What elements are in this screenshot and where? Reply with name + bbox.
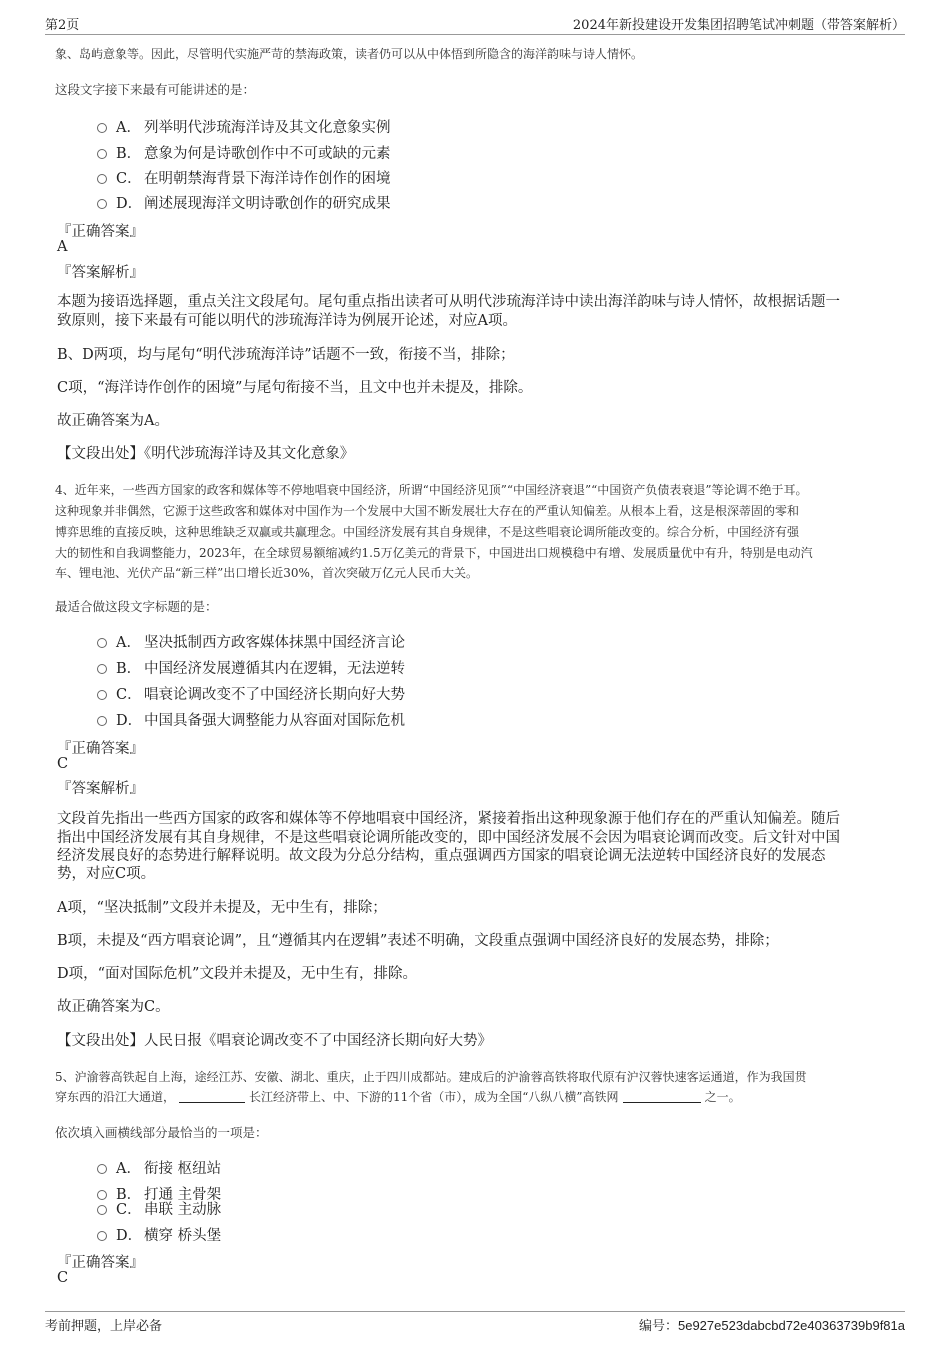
- q3-analysis-line: C项，“海洋诗作创作的困境”与尾句衔接不当，且文中也并未提及，排除。: [57, 380, 533, 396]
- q4-option-d[interactable]: D． 中国具备强大调整能力从容面对国际危机: [97, 709, 405, 730]
- q3-analysis-line: B、D两项，均与尾句“明代涉琉海洋诗”话题不一致，衔接不当，排除；: [57, 347, 515, 363]
- page-number: 第2页: [45, 18, 80, 33]
- q4-passage-line: 博弈思维的直接反映，这种思维缺乏双赢或共赢理念。中国经济发展有其自身规律，不是这些唱衰论调所能改变的。综合分析，中国经济有强: [55, 525, 800, 539]
- radio-icon[interactable]: [97, 664, 107, 674]
- q5-option-d[interactable]: D． 横穿 桥头堡: [97, 1224, 221, 1245]
- document-title: 2024年新投建设开发集团招聘笔试冲刺题（带答案解析）: [572, 18, 905, 33]
- q3-option-b[interactable]: B． 意象为何是诗歌创作中不可或缺的元素: [97, 142, 391, 163]
- radio-icon[interactable]: [97, 638, 107, 648]
- document-code: 编号：5e927e523dabcbd72e40363739b9f81a: [638, 1318, 905, 1334]
- q5-option-a[interactable]: A． 衔接 枢纽站: [97, 1157, 221, 1178]
- q4-option-a[interactable]: A． 坚决抵制西方政客媒体抹黑中国经济言论: [97, 631, 405, 652]
- q4-passage-line: 这种现象并非偶然，它源于这些政客和媒体对中国作为一个发展中大国不断发展壮大存在的严重认知偏差。从根本上看，这是根深蒂固的零和: [55, 504, 800, 518]
- q5-answer-label: 『正确答案』: [57, 1255, 144, 1271]
- radio-icon[interactable]: [97, 1205, 107, 1215]
- q3-passage-tail: 象、岛屿意象等。因此，尽管明代实施严苛的禁海政策，读者仍可以从中体悟到所隐含的海洋韵味与诗人情怀。: [55, 47, 644, 61]
- q4-passage-line: 4、近年来，一些西方国家的政客和媒体等不停地唱衰中国经济，所谓“中国经济见顶”“中国经济衰退”“中国资产负债表衰退”等论调不绝于耳。: [55, 483, 808, 497]
- radio-icon[interactable]: [97, 716, 107, 726]
- q4-analysis-line: A项，“坚决抵制”文段并未提及，无中生有，排除；: [57, 900, 387, 916]
- q4-analysis-line: D项，“面对国际危机”文段并未提及，无中生有，排除。: [57, 966, 417, 982]
- radio-icon[interactable]: [97, 690, 107, 700]
- q4-analysis-line: 文段首先指出一些西方国家的政客和媒体等不停地唱衰中国经济，紧接着指出这种现象源于他们存在的严重认知偏差。随后: [57, 811, 840, 827]
- q3-analysis-line: 本题为接语选择题，重点关注文段尾句。尾句重点指出读者可从明代涉琉海洋诗中读出海洋韵味与诗人情怀，故根据话题一: [57, 294, 840, 310]
- q4-analysis-label: 『答案解析』: [57, 781, 144, 797]
- q3-analysis-line: 故正确答案为A。: [57, 413, 169, 429]
- q4-answer: C: [57, 756, 69, 772]
- q4-option-c[interactable]: C． 唱衰论调改变不了中国经济长期向好大势: [97, 683, 405, 704]
- radio-icon[interactable]: [97, 174, 107, 184]
- q4-analysis-line: 势，对应C项。: [57, 866, 156, 882]
- fill-blank-1[interactable]: [179, 1090, 245, 1103]
- q3-option-c[interactable]: C． 在明朝禁海背景下海洋诗作创作的困境: [97, 167, 391, 188]
- q3-option-d[interactable]: D． 阐述展现海洋文明诗歌创作的研究成果: [97, 192, 391, 213]
- radio-icon[interactable]: [97, 149, 107, 159]
- q5-prompt: 依次填入画横线部分最恰当的一项是：: [55, 1125, 268, 1140]
- q4-analysis-line: B项，未提及“西方唱衰论调”，且“遵循其内在逻辑”表述不明确，文段重点强调中国经济良好的发展态势，排除；: [57, 933, 779, 949]
- q5-option-c[interactable]: C． 串联 主动脉: [97, 1198, 221, 1219]
- q4-passage-line: 车、锂电池、光伏产品“新三样”出口增长近30%，首次突破万亿元人民币大关。: [55, 566, 478, 580]
- radio-icon[interactable]: [97, 123, 107, 133]
- page-header: [45, 12, 905, 35]
- q4-analysis-line: 经济发展良好的态势进行解释说明。故文段为分总分结构，重点强调西方国家的唱衰论调无法逆转中国经济良好的发展态: [57, 848, 826, 864]
- q3-option-a[interactable]: A． 列举明代涉琉海洋诗及其文化意象实例: [97, 116, 391, 137]
- q4-analysis-line: 指出中国经济发展有其自身规律，不是这些唱衰论调所能改变的，即中国经济发展不会因为唱衰论调而改变。后文针对中国: [57, 830, 840, 846]
- q3-answer-label: 『正确答案』: [57, 224, 144, 240]
- radio-icon[interactable]: [97, 1164, 107, 1174]
- footer-slogan: 考前押题，上岸必备: [45, 1319, 163, 1334]
- fill-blank-2[interactable]: [623, 1090, 701, 1103]
- q4-analysis-line: 故正确答案为C。: [57, 999, 170, 1015]
- q3-prompt: 这段文字接下来最有可能讲述的是：: [55, 82, 256, 97]
- q3-answer: A: [57, 239, 68, 255]
- q5-passage-line: 穿东西的沿江大通道， 长江经济带上、中、下游的11个省（市），成为全国“八纵八横”高铁网 之一。: [55, 1090, 741, 1104]
- q3-analysis-line: 致原则，接下来最有可能以明代的涉琉海洋诗为例展开论述，对应A项。: [57, 313, 517, 329]
- radio-icon[interactable]: [97, 199, 107, 209]
- q5-answer: C: [57, 1270, 69, 1286]
- radio-icon[interactable]: [97, 1231, 107, 1241]
- q3-source: 【文段出处】《明代涉琉海洋诗及其文化意象》: [57, 446, 355, 462]
- q4-source: 【文段出处】人民日报《唱衰论调改变不了中国经济长期向好大势》: [57, 1033, 492, 1049]
- page-footer: [45, 1311, 905, 1334]
- q4-answer-label: 『正确答案』: [57, 741, 144, 757]
- q5-option-b[interactable]: B． 打通 主骨架: [97, 1183, 221, 1204]
- q4-prompt: 最适合做这段文字标题的是：: [55, 599, 218, 614]
- q4-option-b[interactable]: B． 中国经济发展遵循其内在逻辑，无法逆转: [97, 657, 405, 678]
- q4-passage-line: 大的韧性和自我调整能力，2023年，在全球贸易额缩减约1.5万亿美元的背景下，中国进出口规模稳中有增、发展质量优中有升，特别是电动汽: [55, 546, 813, 560]
- q5-passage-line: 5、沪渝蓉高铁起自上海，途经江苏、安徽、湖北、重庆，止于四川成都站。建成后的沪渝蓉高铁将取代原有沪汉蓉快速客运通道，作为我国贯: [55, 1070, 807, 1084]
- q3-analysis-label: 『答案解析』: [57, 265, 144, 281]
